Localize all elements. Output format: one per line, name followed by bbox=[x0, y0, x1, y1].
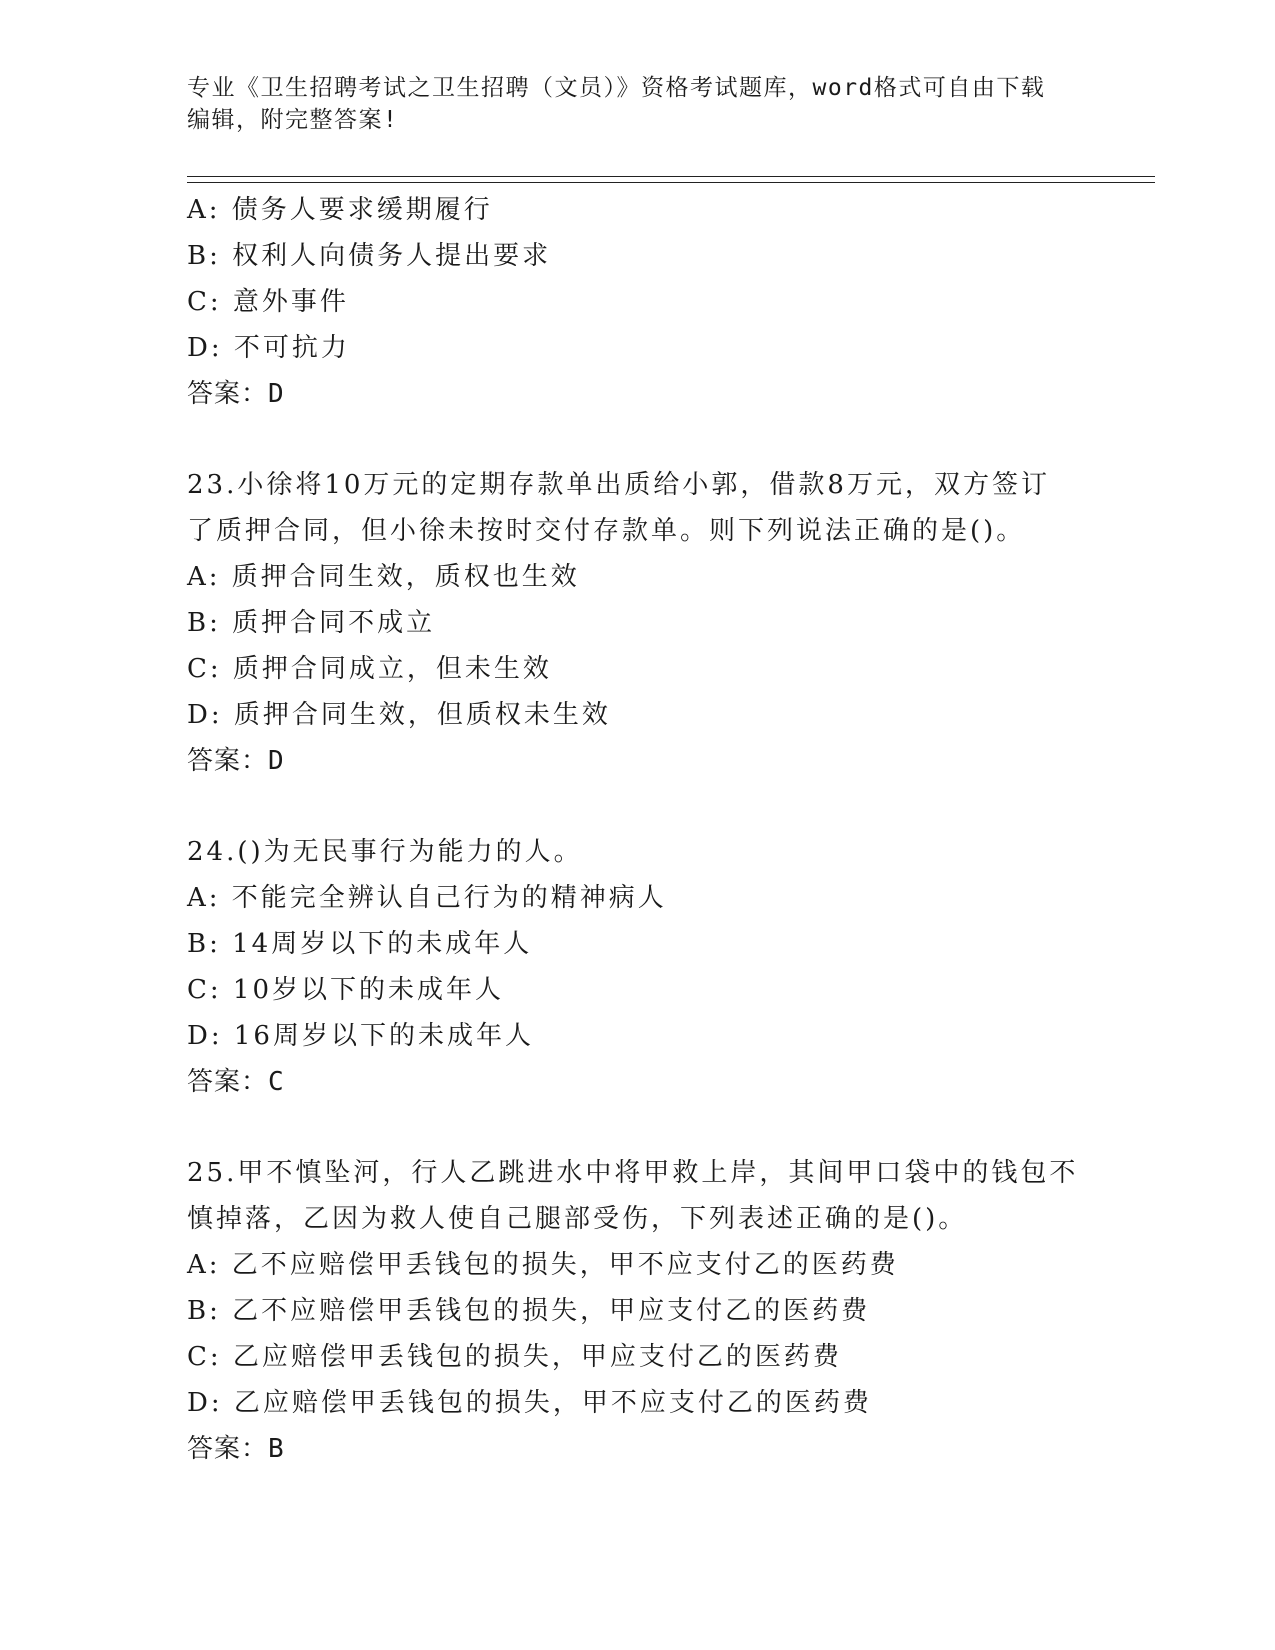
answer: 答案：B bbox=[187, 1434, 285, 1464]
option-b: B: 14周岁以下的未成年人 bbox=[187, 929, 533, 959]
option-c: C: 质押合同成立，但未生效 bbox=[187, 654, 552, 684]
header-line-2: 编辑，附完整答案! bbox=[187, 107, 399, 133]
document-header bbox=[187, 72, 1087, 136]
option-d: D: 16周岁以下的未成年人 bbox=[187, 1021, 534, 1051]
option-b: B: 质押合同不成立 bbox=[187, 608, 436, 638]
option-b: B: 乙不应赔偿甲丢钱包的损失，甲应支付乙的医药费 bbox=[187, 1296, 871, 1326]
question-gap bbox=[187, 1105, 1087, 1150]
question-22 bbox=[187, 187, 1087, 417]
option-c: C: 乙应赔偿甲丢钱包的损失，甲应支付乙的医药费 bbox=[187, 1342, 842, 1372]
question-23 bbox=[187, 462, 1087, 784]
option-d: D: 不可抗力 bbox=[187, 333, 350, 363]
option-c: C: 意外事件 bbox=[187, 287, 349, 317]
option-c: C: 10岁以下的未成年人 bbox=[187, 975, 505, 1005]
question-stem-line-2: 了质押合同，但小徐未按时交付存款单。则下列说法正确的是()。 bbox=[187, 516, 1026, 546]
option-a: A: 乙不应赔偿甲丢钱包的损失，甲不应支付乙的医药费 bbox=[187, 1250, 899, 1280]
option-d: D: 乙应赔偿甲丢钱包的损失，甲不应支付乙的医药费 bbox=[187, 1388, 872, 1418]
question-gap bbox=[187, 784, 1087, 829]
option-b: B: 权利人向债务人提出要求 bbox=[187, 241, 552, 271]
header-rule-top bbox=[187, 176, 1155, 177]
question-25 bbox=[187, 1150, 1087, 1472]
answer: 答案：D bbox=[187, 379, 285, 409]
question-list bbox=[187, 187, 1087, 1472]
question-gap bbox=[187, 417, 1087, 462]
option-d: D: 质押合同生效，但质权未生效 bbox=[187, 700, 611, 730]
answer: 答案：C bbox=[187, 1067, 285, 1097]
header-line-1: 专业《卫生招聘考试之卫生招聘（文员）》资格考试题库，word格式可自由下载 bbox=[187, 75, 1046, 101]
answer: 答案：D bbox=[187, 746, 285, 776]
option-a: A: 质押合同生效，质权也生效 bbox=[187, 562, 580, 592]
option-a: A: 不能完全辨认自己行为的精神病人 bbox=[187, 883, 667, 913]
question-stem-line-1: 25.甲不慎坠河，行人乙跳进水中将甲救上岸，其间甲口袋中的钱包不 bbox=[187, 1158, 1079, 1188]
question-24 bbox=[187, 829, 1087, 1105]
header-rule-bottom bbox=[187, 182, 1155, 183]
question-stem-line-1: 24.()为无民事行为能力的人。 bbox=[187, 837, 583, 867]
question-stem-line-1: 23.小徐将10万元的定期存款单出质给小郭，借款8万元，双方签订 bbox=[187, 470, 1050, 500]
option-a: A: 债务人要求缓期履行 bbox=[187, 195, 493, 225]
question-stem-line-2: 慎掉落，乙因为救人使自己腿部受伤，下列表述正确的是()。 bbox=[187, 1204, 968, 1234]
